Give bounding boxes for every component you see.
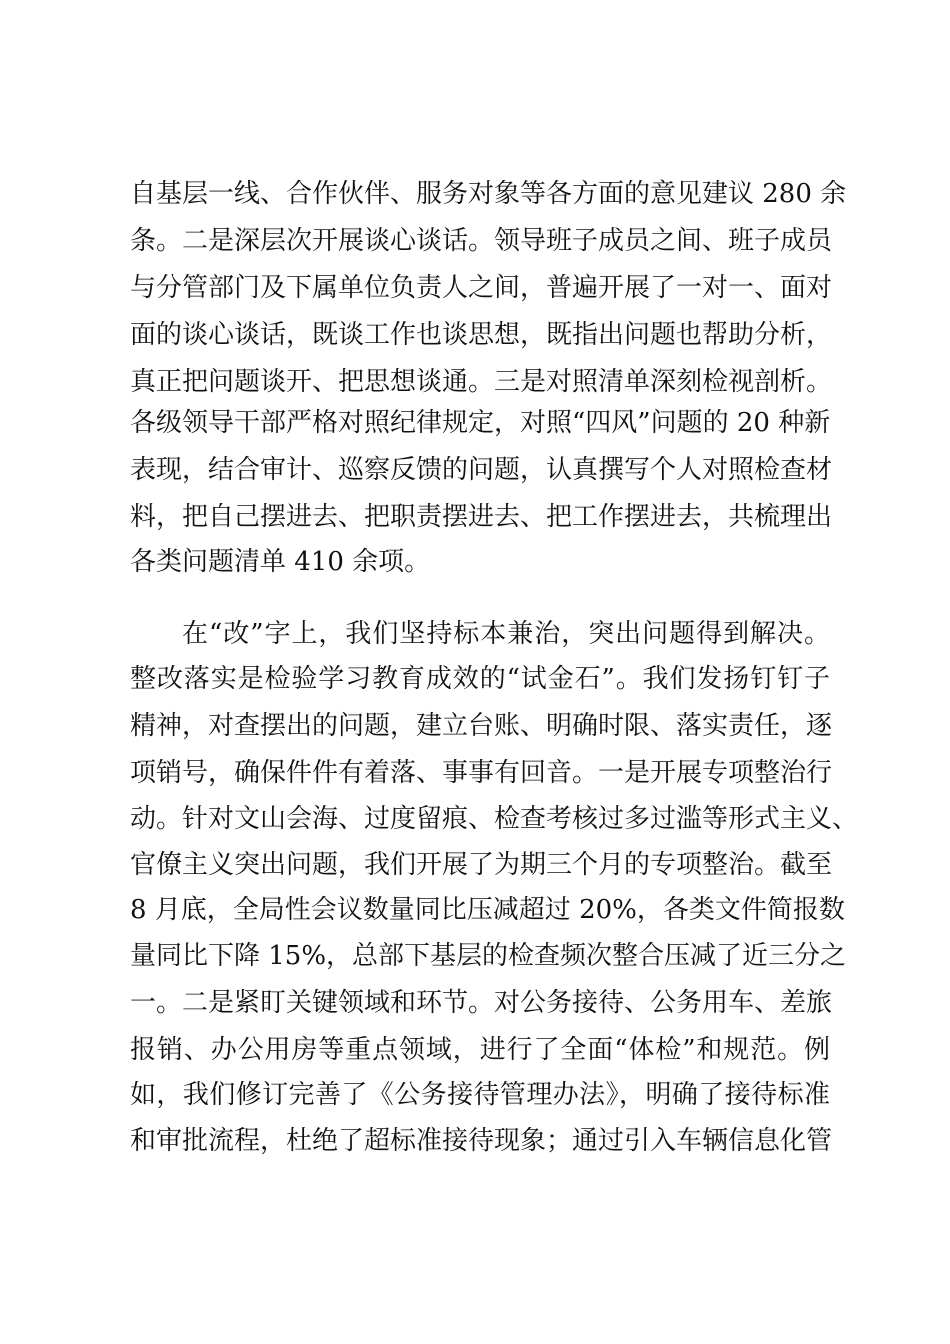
text-line: 条。二是深层次开展谈心谈话。领导班子成员之间、班子成员 xyxy=(130,226,833,256)
text-line: 各类问题清单 410 余项。 xyxy=(130,547,431,577)
text-line: 整改落实是检验学习教育成效的“试金石”。我们发扬钉钉子 xyxy=(130,664,830,694)
text-line: 动。针对文山会海、过度留痕、检查考核过多过滥等形式主义、 xyxy=(130,804,859,834)
text-line: 项销号，确保件件有着落、事事有回音。一是开展专项整治行 xyxy=(130,758,833,788)
text-line: 量同比下降 15%，总部下基层的检查频次整合压减了近三分之 xyxy=(130,941,847,971)
text-line: 表现，结合审计、巡察反馈的问题，认真撰写个人对照检查材 xyxy=(130,455,833,485)
text-line: 真正把问题谈开、把思想谈通。三是对照清单深刻检视剖析。 xyxy=(130,367,833,397)
text-line: 各级领导干部严格对照纪律规定，对照“四风”问题的 20 种新 xyxy=(130,408,831,438)
text-line: 8 月底，全局性会议数量同比压减超过 20%，各类文件简报数 xyxy=(130,895,845,925)
text-line: 自基层一线、合作伙伴、服务对象等各方面的意见建议 280 余 xyxy=(130,179,847,209)
text-line: 如，我们修订完善了《公务接待管理办法》，明确了接待标准 xyxy=(130,1080,830,1110)
text-line: 报销、办公用房等重点领域，进行了全面“体检”和规范。例 xyxy=(130,1035,830,1065)
text-line: 料，把自己摆进去、把职责摆进去、把工作摆进去，共梳理出 xyxy=(130,502,833,532)
text-line: 在“改”字上，我们坚持标本兼治，突出问题得到解决。 xyxy=(182,619,830,649)
text-line: 和审批流程，杜绝了超标准接待现象；通过引入车辆信息化管 xyxy=(130,1126,833,1156)
text-line: 与分管部门及下属单位负责人之间，普遍开展了一对一、面对 xyxy=(130,273,833,303)
text-line: 一。二是紧盯关键领域和环节。对公务接待、公务用车、差旅 xyxy=(130,988,833,1018)
text-line: 面的谈心谈话，既谈工作也谈思想，既指出问题也帮助分析， xyxy=(130,320,833,350)
text-line: 精神，对查摆出的问题，建立台账、明确时限、落实责任，逐 xyxy=(130,711,833,741)
text-line: 官僚主义突出问题，我们开展了为期三个月的专项整治。截至 xyxy=(130,850,833,880)
